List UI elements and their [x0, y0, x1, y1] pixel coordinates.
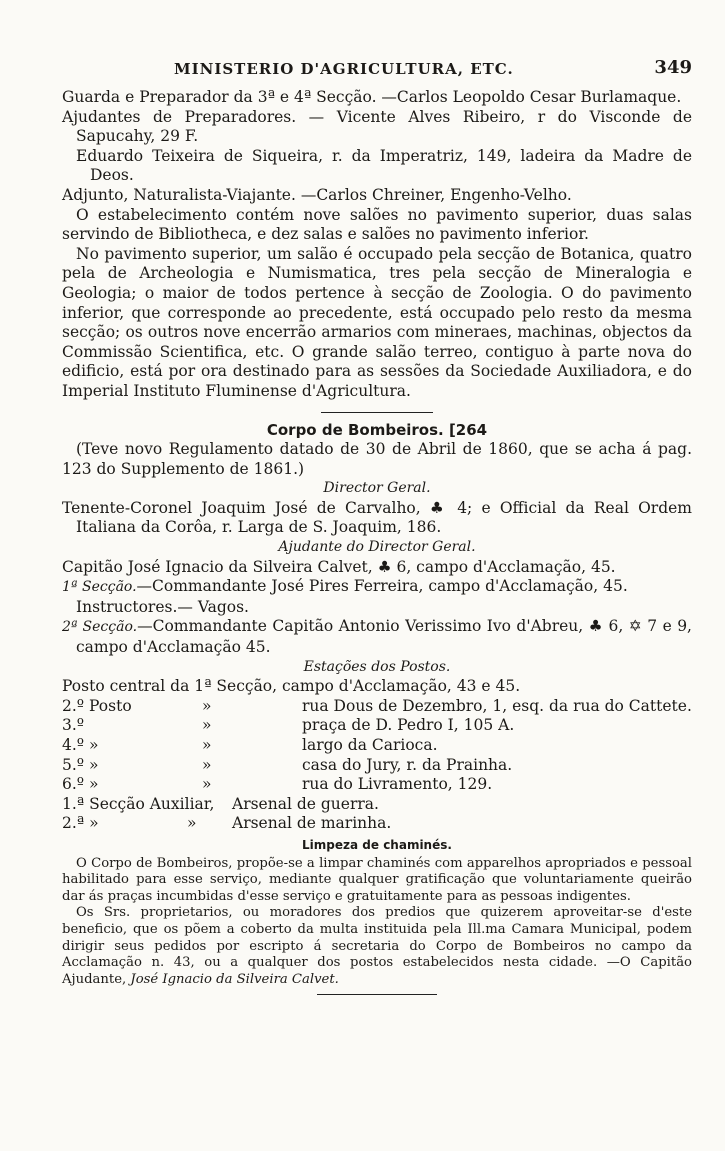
staff-entry: Ajudantes de Preparadores. — Vicente Alves Ribeiro, r do Visconde de Sapucahy, 29 F. [62, 107, 692, 146]
aux-section: 2.ª » [62, 814, 99, 833]
ditto-mark: » [187, 814, 197, 833]
station-row [62, 775, 692, 795]
regulation-note: (Teve novo Regulamento datado de 30 de Abril de 1860, que se acha á pag. 123 do Supplemento de 1861.) [62, 440, 692, 478]
station-central: Posto central da 1ª Secção, campo d'Acclamação, 43 e 45. [62, 677, 521, 696]
aux-row [62, 795, 692, 815]
station-address: rua Dous de Dezembro, 1, esq. da rua do Cattete. [302, 696, 692, 715]
page [62, 57, 692, 995]
station-number: 4.º » [62, 736, 99, 754]
station-number: 3.º [62, 716, 85, 735]
ditto-mark: » [202, 736, 212, 754]
ditto-mark: » [202, 696, 212, 715]
chimney-notice [62, 856, 692, 989]
ajudante-heading: Ajudante do Director Geral. [278, 539, 476, 556]
station-address: casa do Jury, r. da Prainha. [302, 755, 513, 774]
staff-entry: Adjunto, Naturalista-Viajante. —Carlos Chreiner, Engenho-Velho. [62, 185, 572, 204]
instructors-entry: Instructores.— Vagos. [76, 597, 249, 616]
section-ref: [264 [448, 420, 488, 439]
section-2-label: 2ª Secção. [62, 619, 138, 636]
ditto-mark: » [202, 775, 212, 794]
section-1-label: 1ª Secção. [62, 579, 137, 596]
running-header [62, 57, 692, 88]
aux-row [62, 814, 692, 834]
aux-address: Arsenal de guerra. [232, 794, 379, 813]
station-number: 2.º Posto [62, 696, 132, 715]
station-number: 5.º » [62, 755, 99, 774]
station-row [62, 716, 692, 736]
stations-heading: Estações dos Postos. [303, 658, 451, 675]
station-number: 6.º » [62, 775, 99, 794]
ditto-mark: » [202, 716, 212, 735]
page-number: 349 [654, 57, 692, 78]
station-row [62, 697, 692, 717]
section-1-text: —Commandante José Pires Ferreira, campo d'Acclamação, 45. [136, 577, 628, 596]
paragraph-text: Os Srs. proprietarios, ou moradores dos predios que quizerem aproveitar-se d'este beneficio, que os põem a coberto da multa instituida pela Ill.ma Camara Municipal, podem dirigir seus pedidos por escripto á secretaria do Corpo de Bombeiros no campo da Acclamação n. 43, ou a qualquer dos postos estabelecidos nesta cidade. —O Capitão Ajudante, [62, 905, 692, 987]
paragraph: No pavimento superior, um salão é occupado pela secção de Botanica, quatro pela de Archeologia e Numismatica, tres pela secção de Mineralogia e Geologia; o maior de todos pertence à secção de Zoologia. O do pavimento inferior, que corresponde ao precedente, está occupado pelo resto da mesma secção; os outros nove encerrão armarios com mineraes, machinas, objectos da Commissão Scientifica, etc. O grande salão terreo, contiguo à parte nova do edificio, está por ora destinado para as sessões da Sociedade Auxiliadora, e do Imperial Instituto Fluminense d'Agricultura. [62, 244, 692, 400]
paragraph: O Corpo de Bombeiros, propõe-se a limpar chaminés com apparelhos apropriados e pessoal habilitado para esse serviço, mediante qualquer gratificação que voluntariamente queirão dar ás praças incumbidas d'esse serviço e gratuitamente para as pessoas indigentes. [62, 855, 692, 904]
ditto-mark: » [202, 755, 212, 774]
director-entry: Tenente-Coronel Joaquim José de Carvalho, ♣ 4; e Official da Real Ordem Italiana da Corôa, r. Larga de S. Joaquim, 186. [62, 498, 692, 537]
chimney-heading: Limpeza de chaminés. [302, 837, 452, 852]
paragraph [62, 905, 692, 988]
station-address: largo da Carioca. [302, 736, 438, 754]
section-heading [62, 421, 692, 441]
station-address: praça de D. Pedro I, 105 A. [302, 716, 515, 735]
station-row [62, 756, 692, 776]
station-row [62, 736, 692, 756]
section-2-entry [62, 617, 692, 657]
running-title: MINISTERIO D'AGRICULTURA, ETC. [174, 60, 514, 78]
section-1-entry [62, 577, 692, 598]
section-2-text: —Commandante Capitão Antonio Verissimo Ivo d'Abreu, ♣ 6, ✡ 7 e 9, campo d'Acclamação 45. [76, 617, 692, 657]
staff-entry: Guarda e Preparador da 3ª e 4ª Secção. —Carlos Leopoldo Cesar Burlamaque. [62, 88, 682, 106]
paragraph: O estabelecimento contém nove salões no pavimento superior, duas salas servindo de Bibliotheca, e dez salas e salões no pavimento inferior. [62, 205, 692, 244]
section-title: Corpo de Bombeiros. [266, 420, 444, 439]
aux-section: 1.ª Secção Auxiliar, [62, 794, 215, 813]
signature: José Ignacio da Silveira Calvet. [130, 971, 339, 987]
aux-address: Arsenal de marinha. [232, 814, 392, 833]
section-divider [321, 412, 433, 413]
director-heading: Director Geral. [323, 480, 431, 497]
ajudante-entry: Capitão José Ignacio da Silveira Calvet, ♣ 6, campo d'Acclamação, 45. [62, 557, 616, 576]
end-rule [317, 994, 437, 995]
staff-entry: Eduardo Teixeira de Siqueira, r. da Imperatriz, 149, ladeira da Madre de Deos. [76, 146, 692, 185]
station-address: rua do Livramento, 129. [302, 775, 493, 794]
